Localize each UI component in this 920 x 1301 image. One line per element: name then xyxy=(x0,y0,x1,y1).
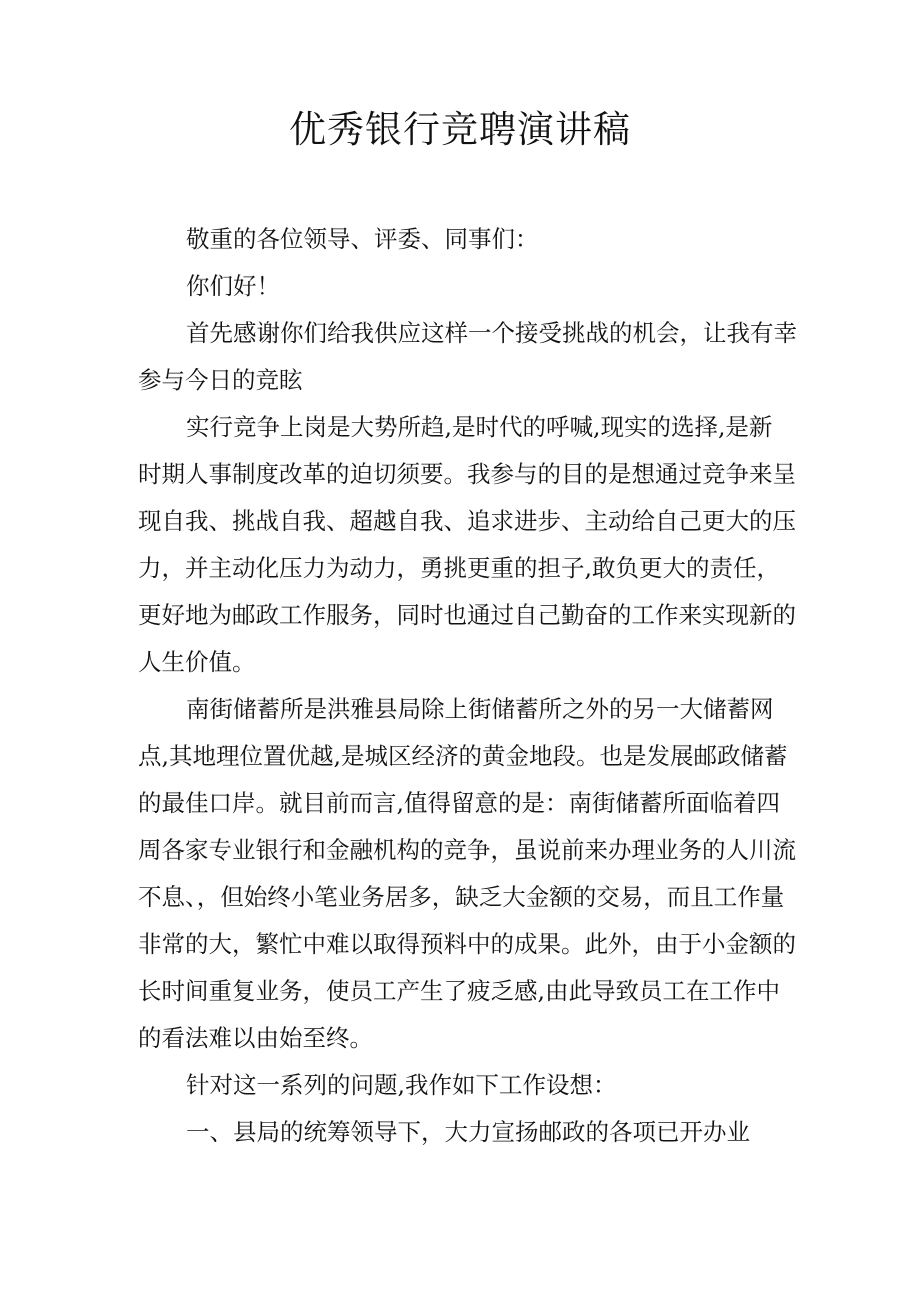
paragraph-line: 时期人事制度改革的迫切须要。我参与的目的是想通过竞争来呈 xyxy=(138,460,796,488)
paragraph-line: 力，并主动化压力为动力，勇挑更重的担子,敢负更大的责任， xyxy=(138,554,780,582)
paragraph-line: 现自我、挑战自我、超越自我、追求进步、主动给自己更大的压 xyxy=(138,507,796,535)
paragraph-line: 更好地为邮政工作服务，同时也通过自己勤奋的工作来实现新的 xyxy=(138,601,796,629)
document-body xyxy=(138,216,797,1156)
document-title: 优秀银行竞聘演讲稿 xyxy=(289,108,631,151)
paragraph-line: 一、县局的统筹领导下，大力宣扬邮政的各项已开办业 xyxy=(186,1118,750,1146)
salutation-line: 敬重的各位领导、评委、同事们： xyxy=(186,225,539,253)
paragraph-line: 首先感谢你们给我供应这样一个接受挑战的机会，让我有幸 xyxy=(186,319,797,347)
paragraph-line: 实行竞争上岗是大势所趋,是时代的呼喊,现实的选择,是新 xyxy=(186,413,773,441)
paragraph-line: 针对这一系列的问题,我作如下工作设想： xyxy=(186,1071,617,1099)
paragraph-line: 南街储蓄所是洪雅县局除上街储蓄所之外的另一大储蓄网 xyxy=(186,695,774,723)
greeting-line: 你们好！ xyxy=(186,272,280,300)
paragraph-line: 人生价值。 xyxy=(138,648,256,676)
paragraph-line: 周各家专业银行和金融机构的竞争，虽说前来办理业务的人川流 xyxy=(138,836,796,864)
paragraph-line: 长时间重复业务，使员工产生了疲乏感,由此导致员工在工作中 xyxy=(138,977,780,1005)
paragraph-line: 不息、，但始终小笔业务居多，缺乏大金额的交易，而且工作量 xyxy=(138,883,785,911)
paragraph-line: 参与今日的竞眩 xyxy=(138,366,303,394)
paragraph-line: 的看法难以由始至终。 xyxy=(138,1024,373,1052)
paragraph-line: 非常的大，繁忙中难以取得预料中的成果。此外，由于小金额的 xyxy=(138,930,796,958)
paragraph-line: 点,其地理位置优越,是城区经济的黄金地段。也是发展邮政储蓄 xyxy=(138,742,788,770)
paragraph-line: 的最佳口岸。就目前而言,值得留意的是：南街储蓄所面临着四 xyxy=(138,789,780,817)
